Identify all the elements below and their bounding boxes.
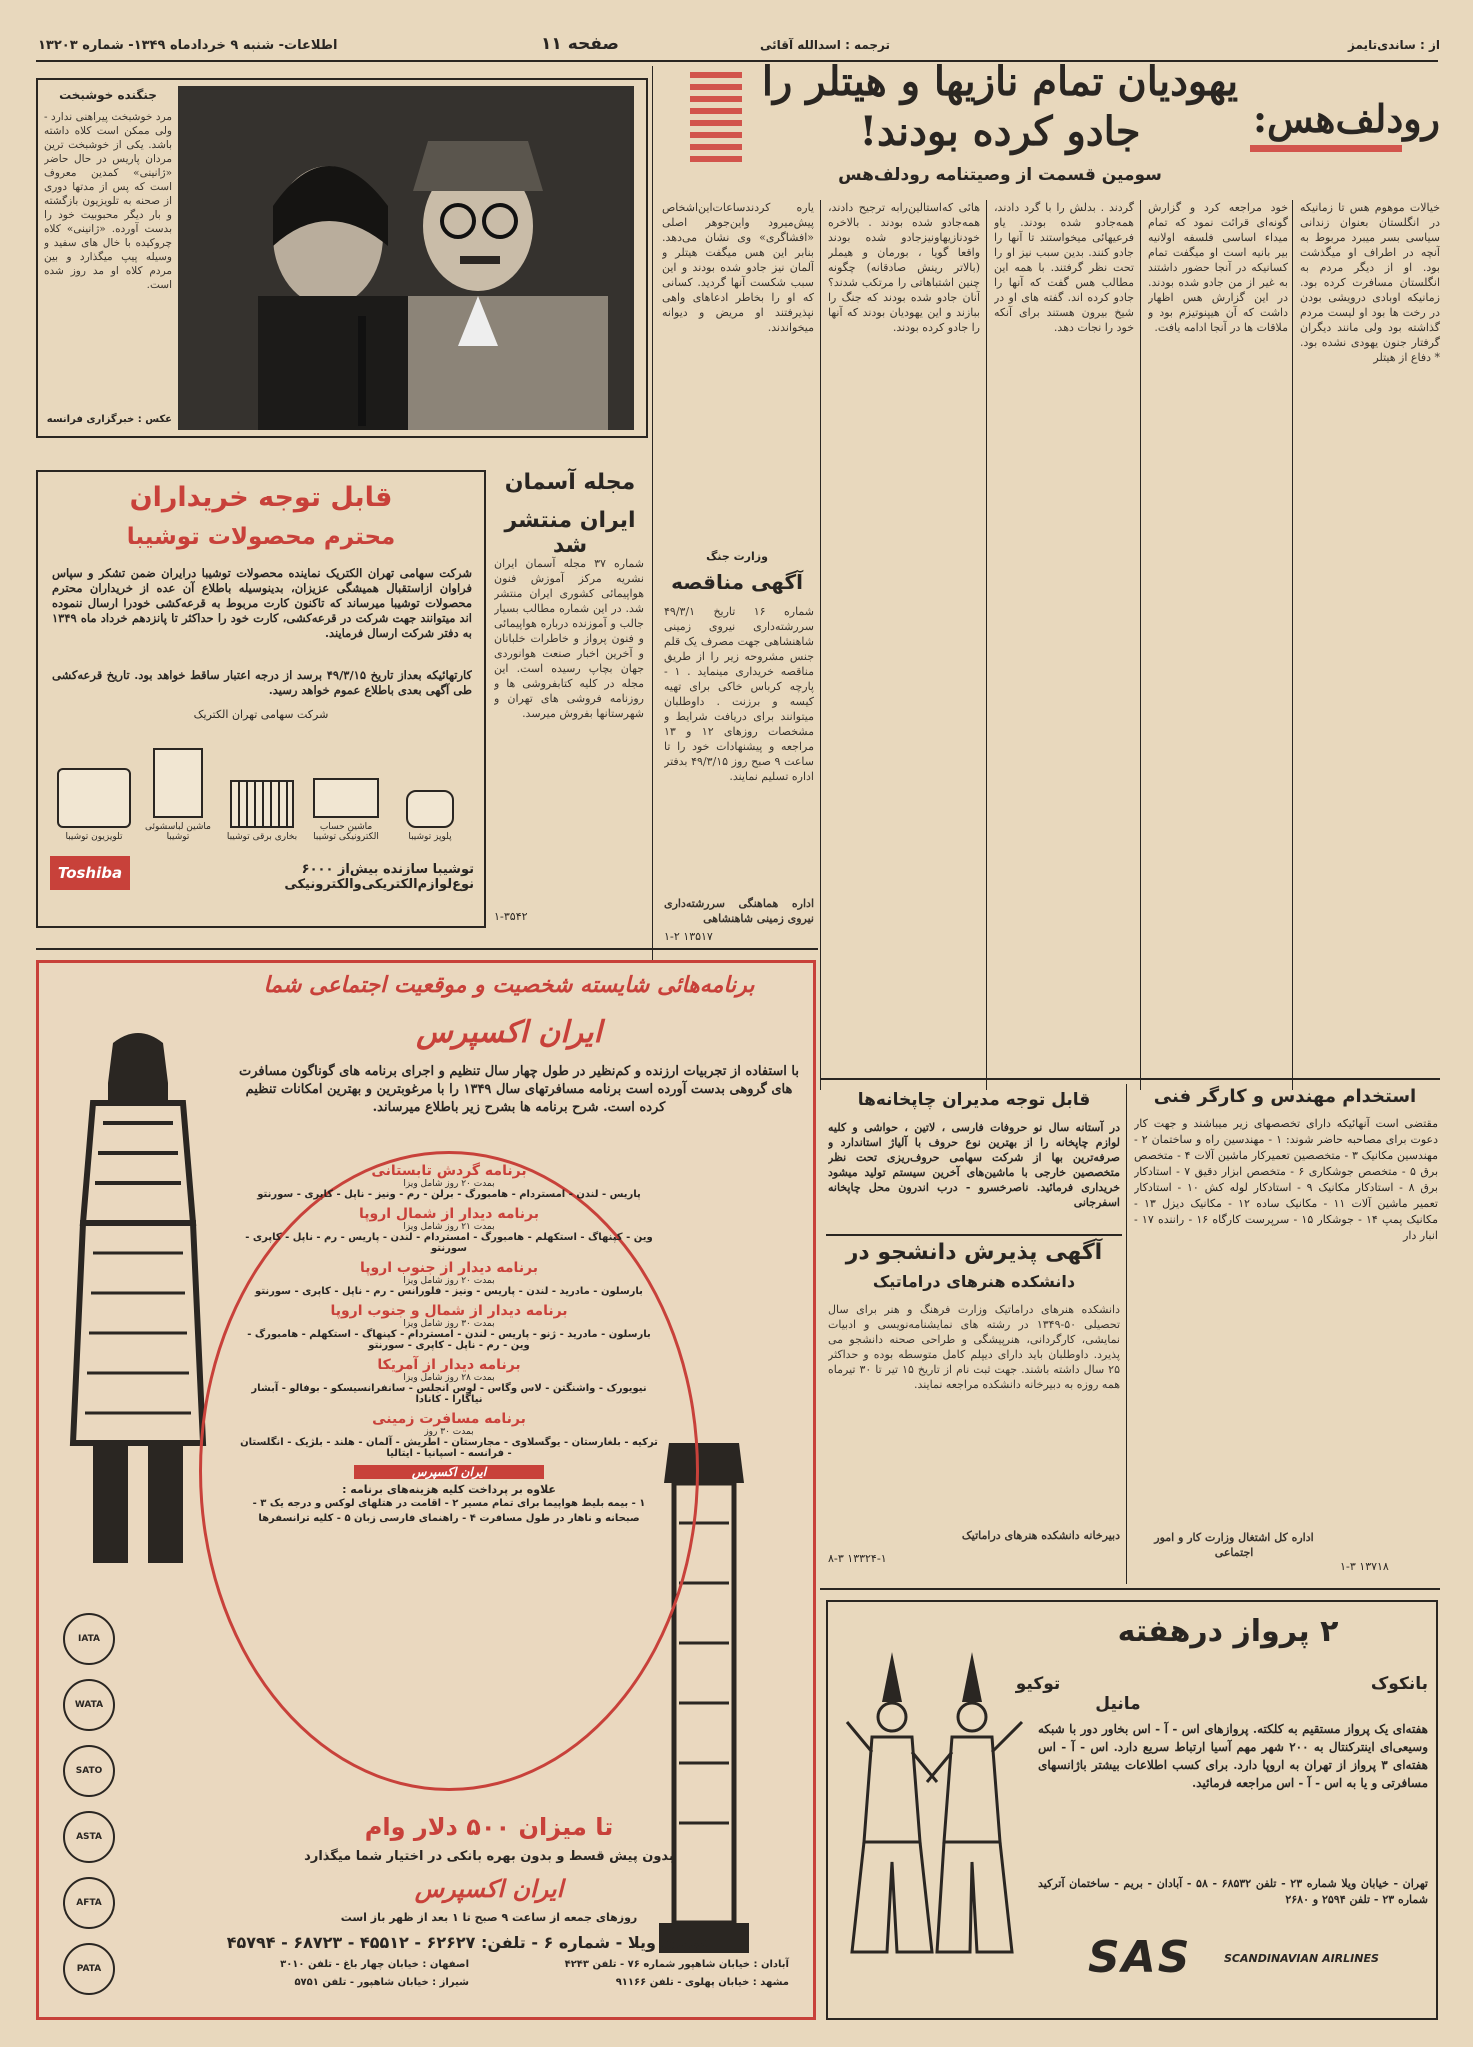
tour-route: بارسلون - مادرید - ژنو - پاریس - لندن - امستردام - کپنهاگ - استکهلم - هامبورگ - وین - رم - ناپل - کاپری - سورنتو	[247, 1329, 651, 1351]
iran-express-intro: با استفاده از تجربیات ارزنده و کم‌نظیر در طول چهار سال تنظیم و اجرای برنامه های گوناگون مسافرت های گروهی بدست آورده است برنامه مسافرتهای سال ۱۳۴۹ را با مرغوبترین و بهترین امکانات تنظیم کرده است. شرح برنامه ها بشرح زیر باطلاع میرساند.	[239, 1064, 799, 1115]
toshiba-subhead: محترم محصولات توشیبا	[126, 524, 396, 550]
sas-title: ۲ پرواز درهفته	[1117, 1614, 1339, 1649]
product-rice-cooker: پلوپز توشیبا	[388, 790, 472, 842]
statue-illustration	[53, 1023, 223, 1583]
branch-shiraz: شیراز : خیابان شاهپور - تلفن ۵۷۵۱	[294, 1977, 469, 1988]
tour-title: برنامه دیدار از شمال اروپا	[358, 1206, 539, 1222]
sas-logo-subtitle: SCANDINAVIAN AIRLINES	[1224, 1952, 1379, 1965]
branch-list	[149, 1959, 789, 2015]
engineer-ad-code: ۱-۳ ۱۳۷۱۸	[1340, 1560, 1389, 1573]
sas-address: تهران - خیابان ویلا شماره ۲۳ - تلفن ۶۸۵۳۲ - ۵۸ - آبادان - بریم - ساختمان آترکید شماره ۲۳ - تلفن ۲۵۹۴ و ۲۶۸۰	[1038, 1877, 1428, 1906]
tour-item	[239, 1260, 659, 1297]
printers-notice-body: در آستانه سال نو حروفات فارسی ، لاتین ، حواشی و کلیه لوازم چاپخانه را از بهترین نوع حروف با آلیاژ استاندارد و صرفه‌ترین بها از شرکت سهامی حروف‌ریزی تحت نظر متخصصین خارجی با ماشین‌های آخرین سیستم تولید میشود خریداری فرمائید. ناصرخسرو - درب اندرون محل چاپخانه اسفرجانی	[828, 1121, 1120, 1209]
tender-body: شماره ۱۶ تاریخ ۴۹/۳/۱ سررشته‌داری نیروی زمینی شاهنشاهی جهت مصرف یک قلم جنس مشروحه زیر را از طریق مناقصه خریداری مینماید . ۱ - پارچه کرباس خاکی برای تهیه کیسه و برزنت . داوطلبان میتوانند برای دریافت شرایط و مشخصات روزهای ۱۲ و ۱۳ مراجعه و پیشنهادات خود را تا ساعت ۹ صبح روز ۴۹/۳/۱۵ بدفتر اداره تسلیم نمایند.	[664, 605, 814, 783]
photo-credit: عکس : خبرگزاری فرانسه	[46, 414, 172, 425]
iata-logo: IATA	[63, 1613, 115, 1665]
magazine-code: ۱-۳۵۴۲	[494, 910, 528, 923]
asta-logo: ASTA	[63, 1811, 115, 1863]
photo-frame	[36, 78, 648, 438]
tender-ministry: وزارت جنگ	[706, 550, 768, 563]
tour-title: برنامه دیدار از جنوب اروپا	[359, 1260, 539, 1276]
tour-duration: بمدت ۳۰ روز	[424, 1427, 474, 1437]
iran-express-headline: برنامه‌هائی شایسته شخصیت و موقعیت اجتماعی شما	[263, 973, 755, 998]
photo	[178, 86, 634, 430]
lead-column-1: خیالات موهوم هس تا زمانیکه در انگلستان بعنوان زندانی سیاسی بسر میبرد مربوط به آنچه در اطراف او میگذشت بود. او از دیگر مردم به انگلستان مسافرت کرده بود. زمانیکه اوبادی درویشی بودن در رخت ها بود او لیست مردم گذاشته بود ولی مانند دیگران گرفتار جنون یهودی نشده بود. * دفاع از هیتلر	[1300, 201, 1440, 364]
engineer-ad-title: استخدام مهندس و کارگر فنی	[1153, 1086, 1417, 1107]
toshiba-body-1: شرکت سهامی تهران الکتریک نماینده محصولات توشیبا درایران ضمن تشکر و سپاس فراوان ازاستقبال همیشگی عزیزان، بدینوسیله باطلاع آن عده از خریداران محترم محصولات توشیبا میرساند که تاکنون کارت مربوط به قرعه‌کشی خودرا ارسال ننموده اند میتوانند جهت شرکت در قرعه‌کشی، کارت خود را حداکثر تا پانزدهم خرداد ماه ۱۳۴۹ به دفتر شرکت ارسال فرمایند.	[52, 566, 472, 640]
photo-caption-text: مرد خوشبخت پیراهنی ندارد - ولی ممکن است کلاه داشته باشد. یکی از خوشبخت ترین مردان پاریس در حال حاضر «ژانینی» کمدین معروف است که پس از مدتها دوری از صحنه به تلویزیون بازگشته و بار دیگر محبوبیت خود را بدست آورده. «ژانینی» کلاه چروکیده با خال های سفید و وسیله پیپ میگذارد و بین مردم کلاه او مد روز شده است.	[44, 111, 172, 291]
student-ad-signature: دبیرخانه دانشکده هنرهای دراماتیک	[961, 1529, 1120, 1542]
iran-express-ad	[36, 960, 816, 2020]
student-ad-code: ۸-۳ ۱۳۳۲۴-۱	[828, 1552, 887, 1565]
lead-kicker: رودلف‌هس:	[1252, 96, 1440, 141]
page-number: صفحه ۱۱	[541, 34, 619, 54]
branch-mashhad: مشهد : خیابان پهلوی - تلفن ۹۱۱۶۶	[615, 1977, 789, 1988]
photo-caption-title: جنگنده خوشبخت	[59, 88, 157, 102]
tour-duration: بمدت ۲۸ روز شامل ویزا	[403, 1373, 495, 1383]
toshiba-company: شرکت سهامی تهران الکتریک	[193, 708, 329, 721]
membership-logos	[63, 1613, 133, 2013]
tour-title: برنامه دیدار از شمال و جنوب اروپا	[330, 1303, 568, 1319]
tour-title: برنامه مسافرت زمینی	[372, 1411, 526, 1427]
tender-signature: اداره هماهنگی سررشته‌داری نیروی زمینی شاهنشاهی	[664, 897, 814, 925]
sas-city-manila: مانیل	[1095, 1694, 1141, 1714]
lead-column-3: گردند . بدلش را با گرد دادند، همه‌جادو شده بودند. یاو فرعیهائی میخواستند تا آنها را جادو کنند. بدین سبب نیز او را تحت نظر گرفتند. با همه این مطالب هس گفت که آنها را جادو کرده اند. گفته های او در شیخ بیرون هستند برای آنکه خود را نجات دهد.	[994, 201, 1134, 334]
magazine-body: شماره ۳۷ مجله آسمان ایران نشریه مرکز آموزش فنون هواپیمائی کشوری ایران منتشر شد. در این شماره مطالب بسیار جالب و آموزنده درباره هواپیمائی و فنون پرواز و خاطرات خلبانان و آخرین اخبار صنعت هوانوردی جهان بچاپ رسیده است. این مجله در کلیه کتابفروشی ها و روزنامه فروشی های تهران و شهرستانها بفروش میرسد.	[494, 557, 644, 720]
fees-text: ۱ - بیمه بلیط هواپیما برای تمام مسیر ۲ - اقامت در هتلهای لوکس و درجه یک ۳ - صبحانه و ناهار در طول مسافرت ۴ - راهنمای فارسی زبان ۵ - کلیه ترانسفرها	[252, 1498, 646, 1524]
sas-city-tokyo: توکیو	[1015, 1674, 1061, 1694]
toshiba-ad	[36, 470, 486, 928]
translator-credit: ترجمه : اسدالله آقائی	[759, 38, 890, 52]
toshiba-logo-text: Toshiba	[57, 864, 123, 882]
office-hours: روزهای جمعه از ساعت ۹ صبح تا ۱ بعد از ظهر باز است	[340, 1911, 638, 1924]
sas-city-bangkok: بانکوک	[1370, 1674, 1428, 1694]
toshiba-headline: قابل توجه خریداران	[129, 482, 393, 513]
iran-express-brand: ایران اکسپرس	[416, 1015, 602, 1050]
tour-route: بارسلون - مادرید - لندن - پاریس - ونیز - فلورانس - رم - ناپل - کاپری - سورنتو	[255, 1286, 643, 1297]
source-credit: از : ساندی‌تایمز	[1348, 38, 1440, 52]
lead-column-5: یاره کردند‌ساعات‌این‌اشخاص پیش‌میرود واین‌جوهر اصلی «افشاگری» وی نشان می‌دهد. بنابر این هس میگفت هیتلر و آلمان نیز جادو شده بودند و این سبب شکست آنها گردید. کسانی که او را بخاطر ادعاهای واهی نپذیرفتند او مریض و دیوانه میخواندند.	[662, 201, 814, 334]
photo-illustration	[178, 86, 634, 430]
lead-column-4: هائی که‌استالین‌رابه ترجیح دادند، همه‌جادو شده بودند . بالاخره خودنازیهاونیزجادو شده بودند واقعا گویا ، بورمان و هیملر (بالاتر رینش صادقانه) چگونه چنین اشتباهاتی را مرتکب شدند؟ آنان جادو شده بودند که جنگ را ببازند و این یهودیان بودند که آنها را جادو کرده بودند.	[828, 201, 980, 334]
sas-ad	[826, 1600, 1438, 2020]
printers-notice-title: قابل توجه مدیران چاپخانه‌ها	[857, 1090, 1091, 1110]
tour-item	[239, 1411, 659, 1459]
product-washer: ماشین لباسشوئی توشیبا	[136, 748, 220, 842]
tour-title: برنامه گردش تابستانی	[371, 1163, 527, 1179]
fees-title: علاوه بر پرداخت کلیه هزینه‌های برنامه :	[342, 1483, 556, 1496]
branch-abadan: آبادان : خیابان شاهپور شماره ۷۶ - تلفن ۴۲۴۳	[564, 1959, 789, 1970]
magazine-title-2: ایران منتشر شد	[504, 508, 636, 558]
lead-headline-1: یهودیان تمام نازیها و هیتلر را	[761, 58, 1239, 105]
product-tv: تلویزیون توشیبا	[52, 768, 136, 842]
tour-duration: بمدت ۳۰ روز شامل ویزا	[403, 1319, 495, 1329]
toshiba-logo	[50, 856, 130, 890]
toshiba-body-2: کارتهائیکه بعداز تاریخ ۴۹/۳/۱۵ برسد از درجه اعتبار ساقط خواهد بود. تاریخ قرعه‌کشی طی آگهی بعدی باطلاع عموم خواهد رسید.	[52, 668, 472, 697]
tender-title: آگهی مناقصه	[671, 570, 803, 594]
sato-logo: SATO	[63, 1745, 115, 1797]
tour-route: نیویورک - واشنگتن - لاس وگاس - لوس انجلس - سانفرانسیسکو - بوفالو - آبشار نیاگارا - کانادا	[251, 1383, 647, 1405]
lead-headline-2: جادو کرده بودند!	[859, 108, 1141, 155]
tour-route: ترکیه - بلغارستان - یوگسلاوی - مجارستان - اطریش - آلمان - هلند - بلژیک - انگلستان - فرانسه - اسپانیا - ایتالیا	[240, 1437, 658, 1459]
tour-title: برنامه دیدار از آمریکا	[377, 1357, 521, 1373]
tour-duration: بمدت ۲۱ روز شامل ویزا	[403, 1222, 495, 1232]
tour-item	[239, 1163, 659, 1200]
sas-logo: SAS	[1088, 1932, 1192, 1983]
lead-subhead: سومین قسمت از وصیتنامه رودلف‌هس	[838, 165, 1162, 185]
tour-list	[239, 1163, 659, 1526]
student-ad-title-2: دانشکده هنرهای دراماتیک	[872, 1272, 1076, 1291]
loan-text: بدون پیش قسط و بدون بهره بانکی در اختیار شما میگذارد	[304, 1849, 674, 1864]
masthead-date: اطلاعات- شنبه ۹ خردادماه ۱۳۴۹- شماره ۱۳۲۰۳	[38, 38, 338, 53]
magazine-title-1: مجله آسمان	[504, 470, 636, 495]
tour-duration: بمدت ۲۰ روز شامل ویزا	[403, 1179, 495, 1189]
tender-code: ۱-۲ ۱۳۵۱۷	[664, 930, 713, 943]
sas-body: هفته‌ای یک پرواز مستقیم به کلکته. پروازهای اس - آ - اس بخاور دور با شبکه وسیعی‌ای اینترکنتال به ۲۰۰ شهر مهم آسیا ارتباط سریع دارد. اس - آ - اس هفته‌ای ۳ پرواز از تهران به اروپا دارد. برای کسب اطلاعات بیشتر باژانسهای مسافرتی و یا به اس - آ - اس مراجعه فرمائید.	[1038, 1722, 1428, 1790]
student-ad-body: دانشکده هنرهای دراماتیک وزارت فرهنگ و هنر برای سال تحصیلی ۵۰-۱۳۴۹ در رشته های نمایشنامه‌نویسی و ادبیات نمایشی، کارگردانی، هنرپیشگی و طراحی صحنه دانشجو می پذیرد. داوطلبان باید دارای دیپلم کامل متوسطه بوده و حداکثر ۲۵ سال داشته باشند. جهت ثبت نام از تاریخ ۱۵ تیر تا ۳۰ تیرماه همه روزه به دبیرخانه دانشکده مراجعه نمایند.	[828, 1303, 1120, 1391]
lead-column-2: خود مراجعه کرد و گزارش گونه‌ای قرائت نمود که تمام میداء اساسی فلسفه اولانیه بیر بانیه است او میگفت تمام کسانیکه در آنجا حضور داشتند به غیر از من جادو شده بودند. در این گزارش هس اظهار داشت که آن هیپنوتیزم بود و ملاقات ها در آنجا ادامه یافت.	[1148, 201, 1288, 334]
tour-route: پاریس - لندن - امستردام - هامبورگ - برلن - رم - ونیز - ناپل - کاپری - سورنتو	[257, 1189, 641, 1200]
pata-logo: PATA	[63, 1943, 115, 1995]
tour-item	[239, 1206, 659, 1254]
fees-badge	[354, 1465, 544, 1479]
decorative-stripes	[690, 72, 742, 168]
afta-logo: AFTA	[63, 1877, 115, 1929]
tour-item	[239, 1303, 659, 1351]
product-calculator: ماشین حساب الکترونیکی توشیبا	[304, 778, 388, 842]
tour-duration: بمدت ۲۰ روز شامل ویزا	[403, 1276, 495, 1286]
branch-isfahan: اصفهان : خیابان چهار باغ - تلفن ۳۰۱۰	[280, 1959, 469, 1970]
engineer-ad-signature: اداره کل اشتغال وزارت کار و امور اجتماعی	[1154, 1531, 1314, 1559]
tour-route: وین - کپنهاگ - استکهلم - هامبورگ - امستردام - لندن - پاریس - رم - ناپل - کاپری - سورنتو	[245, 1232, 653, 1254]
engineer-ad-body: مقتضی است آنهائیکه دارای تخصصهای زیر میباشند و جهت کار دعوت برای مصاحبه حاضر شوند: ۱ - مهندسین راه و ساختمان ۲ - مهندسین مکانیک ۳ - متخصصین تعمیرکار ماشین آلات ۴ - متخصص برق ۵ - متخصص جوشکاری ۶ - متخصص ابزار دقیق ۷ - استادکار برق ۸ - استادکار مکانیک ۹ - استادکار لوله کش ۱۰ - استادکار تعمیر ماشین آلات ۱۱ - مکانیک ساده ۱۲ - مکانیک دیزل ۱۳ - مکانیک پمپ ۱۴ - جوشکار ۱۵ - سرپرست کارگاه ۱۶ - راننده ۱۷ - انبار دار	[1134, 1117, 1438, 1242]
toshiba-tagline: توشیبا سازنده بیش‌از ۶۰۰۰ نوع‌لوازم‌الکتریکی‌والکترونیکی	[284, 862, 474, 892]
loan-title: تا میزان ۵۰۰ دلار وام	[364, 1813, 614, 1841]
iran-express-brand-footer: ایران اکسپرس	[414, 1875, 564, 1903]
wata-logo: WATA	[63, 1679, 115, 1731]
fees-badge-text: ایران اکسپرس	[411, 1465, 487, 1479]
toshiba-products	[52, 732, 472, 842]
student-ad-title-1: آگهی پذیرش دانشجو در	[845, 1240, 1103, 1265]
head-office-address: خیابان ویلا - شماره ۶ - تلفن: ۶۲۶۲۷ - ۴۵۵۱۲ - ۶۸۷۲۳ - ۴۵۷۹۴	[226, 1933, 712, 1952]
product-heater: بخاری برقی توشیبا	[220, 780, 304, 842]
tour-item	[239, 1357, 659, 1405]
